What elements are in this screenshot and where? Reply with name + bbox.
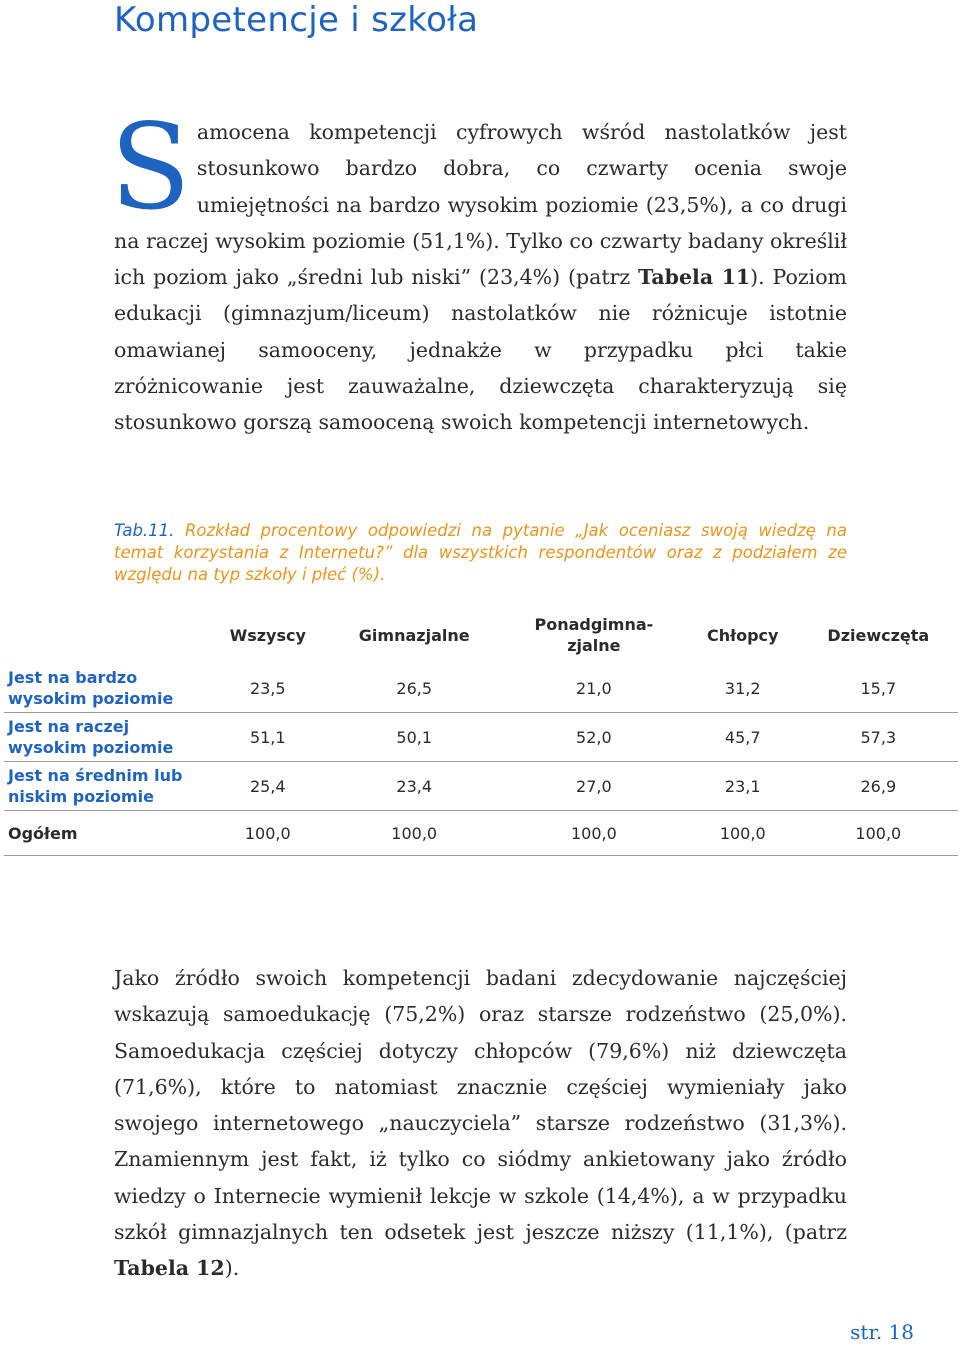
column-header: Gimnazjalne	[358, 625, 470, 645]
sources-text-tail: ).	[224, 1256, 240, 1281]
page-number: str. 18	[850, 1320, 914, 1344]
table-reference: Tabela 12	[114, 1256, 225, 1281]
intro-text: amocena kompetencji cyfrowych wśród nastolatków jest stosunkowo bardzo dobra, co czwarty ocenia swoje umiejętności na bardzo wysokim poziomie (23,5%), a co drugi na raczej wysokim poziomie (51,1%). Tylko co czwarty badany określił ich poziom jako „średni lub niski” (23,4%) (patrz	[114, 120, 847, 290]
table-caption	[114, 520, 847, 586]
column-header: Ponadgimna- zjalne	[534, 615, 654, 655]
table-cell: 31,2	[687, 664, 799, 713]
table-header-row	[4, 606, 958, 664]
intro-text-tail: ). Poziom edukacji (gimnazjum/liceum) nastolatków nie różnicuje istotnie omawianej samooceny, jednakże w przypadku płci takie zróżnicowanie jest zauważalne, dziewczęta charakteryzują się stosunkowo gorszą samooceną swoich kompetencji internetowych.	[114, 265, 847, 435]
caption-label: Tab.11.	[114, 521, 175, 540]
column-header: Chłopcy	[707, 625, 779, 645]
results-table	[4, 606, 958, 856]
table-cell: 100,0	[501, 811, 687, 856]
table-cell: 57,3	[799, 713, 958, 762]
table-row	[4, 713, 958, 762]
table-cell: 51,1	[208, 713, 328, 762]
table-cell: 26,5	[328, 664, 501, 713]
table-cell: 100,0	[208, 811, 328, 856]
table-row	[4, 664, 958, 713]
table-cell: 15,7	[799, 664, 958, 713]
table-cell: 52,0	[501, 713, 687, 762]
table-cell: 45,7	[687, 713, 799, 762]
table-cell: 50,1	[328, 713, 501, 762]
table-cell: 100,0	[328, 811, 501, 856]
row-label: Jest na średnim lub niskim poziomie	[4, 762, 208, 811]
table-cell: 23,1	[687, 762, 799, 811]
table-cell: 23,4	[328, 762, 501, 811]
table-cell: 25,4	[208, 762, 328, 811]
table-row	[4, 762, 958, 811]
column-header: Wszyscy	[229, 625, 306, 645]
corner-cell	[4, 606, 208, 664]
table-cell: 100,0	[799, 811, 958, 856]
row-label: Jest na raczej wysokim poziomie	[4, 713, 208, 762]
total-label: Ogółem	[4, 811, 208, 856]
table-cell: 27,0	[501, 762, 687, 811]
drop-cap: S	[110, 98, 191, 236]
table-cell: 100,0	[687, 811, 799, 856]
row-label: Jest na bardzo wysokim poziomie	[4, 664, 208, 713]
caption-text: Rozkład procentowy odpowiedzi na pytanie „Jak oceniasz swoją wiedzę na temat korzystania z Internetu?” dla wszystkich respondentów oraz z podziałem ze względu na typ szkoły i płeć (%).	[114, 521, 847, 584]
column-header: Dziewczęta	[827, 625, 930, 645]
table-total-row	[4, 811, 958, 856]
sources-paragraph	[114, 960, 847, 1287]
page-title: Kompetencje i szkoła	[114, 0, 479, 40]
table-cell: 21,0	[501, 664, 687, 713]
table-reference: Tabela 11	[638, 265, 751, 290]
sources-text: Jako źródło swoich kompetencji badani zdecydowanie najczęściej wskazują samoedukację (75,2%) oraz starsze rodzeństwo (25,0%). Samoedukacja częściej dotyczy chłopców (79,6%) niż dziewczęta (71,6%), które to natomiast znacznie częściej wymieniały jako swojego internetowego „nauczyciela” starsze rodzeństwo (31,3%). Znamiennym jest fakt, iż tylko co siódmy ankietowany jako źródło wiedzy o Internecie wymienił lekcje w szkole (14,4%), a w przypadku szkół gimnazjalnych ten odsetek jest jeszcze niższy (11,1%), (patrz	[114, 966, 847, 1245]
table-cell: 23,5	[208, 664, 328, 713]
intro-paragraph	[110, 98, 847, 441]
table-cell: 26,9	[799, 762, 958, 811]
